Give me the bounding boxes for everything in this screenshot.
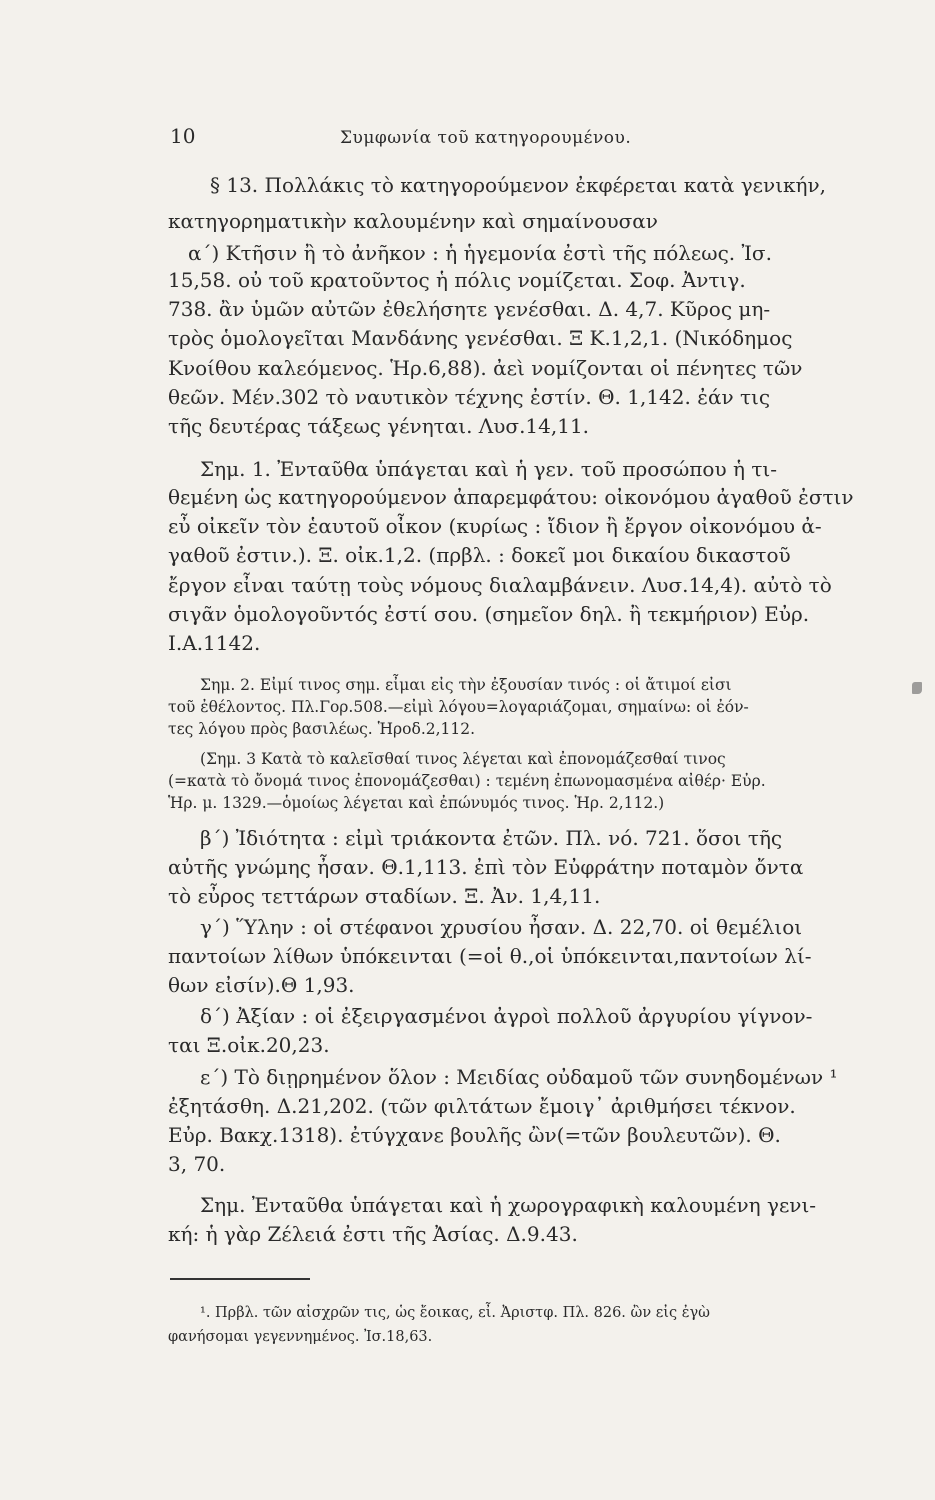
- footnote-line: ¹. Πρβλ. τῶν αἰσχρῶν τις, ὡς ἔοικας, εἶ. Ἀριστφ. Πλ. 826. ὢν εἰς ἐγὼ: [200, 1305, 710, 1321]
- text-line: παντοίων λίθων ὑπόκεινται (=οἱ θ.,οἱ ὑπόκεινται,παντοίων λί-: [168, 944, 812, 968]
- text-line: ἐξητάσθη. Δ.21,202. (τῶν φιλτάτων ἔμοιγ᾽ ἀριθμήσει τέκνον.: [168, 1094, 796, 1118]
- note-line: τοῦ ἐθέλοντος. Πλ.Γορ.508.—εἰμὶ λόγου=λογαριάζομαι, σημαίνω: οἱ ἐόν-: [168, 698, 749, 716]
- text-line: κατηγορηματικὴν καλουμένην καὶ σημαίνουσαν: [168, 209, 658, 233]
- text-line: εὖ οἰκεῖν τὸν ἑαυτοῦ οἶκον (κυρίως : ἴδιον ἢ ἔργον οἰκονόμου ἀ-: [168, 514, 822, 538]
- text-line: 738. ἂν ὑμῶν αὐτῶν ἐθελήσητε γενέσθαι. Δ. 4,7. Κῦρος μη-: [168, 297, 771, 321]
- note-line: Σημ. 2. Εἰμί τινος σημ. εἶμαι εἰς τὴν ἐξουσίαν τινός : οἱ ἄτιμοί εἰσι: [200, 676, 732, 694]
- text-line: κή: ἡ γὰρ Ζέλειά ἐστι τῆς Ἀσίας. Δ.9.43.: [168, 1222, 578, 1246]
- text-line: β΄) Ἰδιότητα : εἰμὶ τριάκοντα ἐτῶν. Πλ. νό. 721. ὅσοι τῆς: [200, 826, 783, 850]
- page-number: 10: [170, 124, 196, 148]
- running-title: Συμφωνία τοῦ κατηγορουμένου.: [340, 128, 632, 148]
- text-line: α΄) Κτῆσιν ἢ τὸ ἀνῆκον : ἡ ἡγεμονία ἐστὶ τῆς πόλεως. Ἰσ.: [188, 241, 772, 265]
- note-line: Ἡρ. μ. 1329.—ὁμοίως λέγεται καὶ ἐπώνυμός τινος. Ἡρ. 2,112.): [168, 794, 665, 812]
- text-line: Ι.Α.1142.: [168, 631, 261, 655]
- paper-blemish: [912, 682, 922, 694]
- text-line: ἔργον εἶναι ταύτῃ τοὺς νόμους διαλαμβάνειν. Λυσ.14,4). αὐτὸ τὸ: [168, 573, 832, 597]
- text-line: γαθοῦ ἐστιν.). Ξ. οἰκ.1,2. (πρβλ. : δοκεῖ μοι δικαίου δικαστοῦ: [168, 543, 791, 567]
- text-line: θων εἰσίν).Θ 1,93.: [168, 973, 355, 997]
- text-line: ε΄) Τὸ διῃρημένον ὅλον : Μειδίας οὐδαμοῦ τῶν συνηδομένων ¹: [200, 1065, 838, 1089]
- text-line: τὸ εὖρος τεττάρων σταδίων. Ξ. Ἀν. 1,4,11.: [168, 884, 601, 908]
- text-line: 15,58. οὐ τοῦ κρατοῦντος ἡ πόλις νομίζεται. Σοφ. Ἀντιγ.: [168, 268, 746, 292]
- text-line: αὐτῆς γνώμης ἦσαν. Θ.1,113. ἐπὶ τὸν Εὐφράτην ποταμὸν ὄντα: [168, 855, 804, 879]
- footnote-line: φανήσομαι γεγεννημένος. Ἰσ.18,63.: [168, 1329, 433, 1345]
- note-line: τες λόγου πρὸς βασιλέως. Ἡροδ.2,112.: [168, 720, 476, 738]
- note-line: (=κατὰ τὸ ὄνομά τινος ἐπονομάζεσθαι) : τεμένη ἐπωνομασμένα αἰθέρ· Εὐρ.: [168, 772, 766, 790]
- note-line: (Σημ. 3 Κατὰ τὸ καλεῖσθαί τινος λέγεται καὶ ἐπονομάζεσθαί τινος: [200, 750, 726, 768]
- text-line: Σημ. Ἐνταῦθα ὑπάγεται καὶ ἡ χωρογραφικὴ καλουμένη γενι-: [200, 1193, 817, 1217]
- text-line: τῆς δευτέρας τάξεως γένηται. Λυσ.14,11.: [168, 414, 590, 438]
- text-line: Εὐρ. Βακχ.1318). ἐτύγχανε βουλῆς ὢν(=τῶν βουλευτῶν). Θ.: [168, 1123, 781, 1147]
- text-line: Σημ. 1. Ἐνταῦθα ὑπάγεται καὶ ἡ γεν. τοῦ προσώπου ἡ τι-: [200, 457, 777, 481]
- text-line: § 13. Πολλάκις τὸ κατηγορούμενον ἐκφέρεται κατὰ γενικήν,: [210, 173, 827, 197]
- text-line: θεῶν. Μέν.302 τὸ ναυτικὸν τέχνης ἐστίν. Θ. 1,142. ἐάν τις: [168, 385, 771, 409]
- text-line: ται Ξ.οἰκ.20,23.: [168, 1033, 330, 1057]
- text-line: δ΄) Ἀξίαν : οἱ ἐξειργασμένοι ἀγροὶ πολλοῦ ἀργυρίου γίγνον-: [200, 1004, 813, 1028]
- text-line: 3, 70.: [168, 1152, 226, 1176]
- text-line: γ΄) Ὕλην : οἱ στέφανοι χρυσίου ἦσαν. Δ. 22,70. οἱ θεμέλιοι: [200, 915, 803, 939]
- text-line: σιγᾶν ὁμολογοῦντός ἐστί σου. (σημεῖον δηλ. ἢ τεκμήριον) Εὐρ.: [168, 602, 810, 626]
- text-line: τρὸς ὁμολογεῖται Μανδάνης γενέσθαι. Ξ Κ.1,2,1. (Νικόδημος: [168, 326, 793, 350]
- text-line: θεμένη ὡς κατηγορούμενον ἀπαρεμφάτου: οἰκονόμου ἀγαθοῦ ἐστιν: [168, 485, 854, 509]
- text-line: Κνοίθου καλεόμενος. Ἡρ.6,88). ἀεὶ νομίζονται οἱ πένητες τῶν: [168, 356, 803, 380]
- footnote-rule: [170, 1278, 310, 1280]
